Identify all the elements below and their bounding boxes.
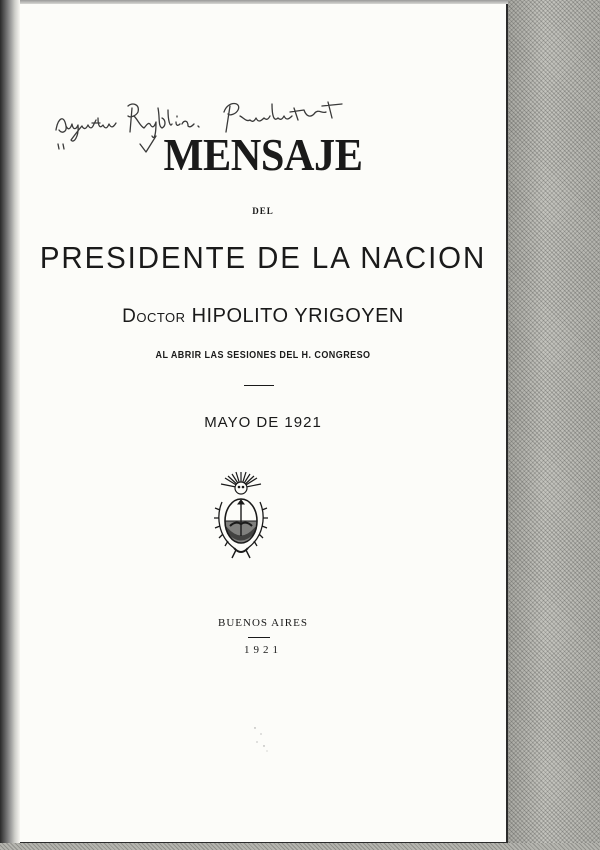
divider-rule-small xyxy=(248,637,270,638)
title-page xyxy=(20,4,508,844)
subtitle: PRESIDENTE DE LA NACION xyxy=(39,240,487,275)
coat-of-arms-icon xyxy=(196,466,286,566)
book-spine-edge xyxy=(0,0,20,850)
occasion-line: AL ABRIR LAS SESIONES DEL H. CONGRESO xyxy=(155,350,371,361)
publication-year: 1921 xyxy=(244,644,282,656)
title-connector: DEL xyxy=(252,206,274,216)
scanner-background-right xyxy=(508,0,600,850)
publication-place: BUENOS AIRES xyxy=(218,617,308,629)
author-line xyxy=(20,305,506,328)
date-line: MAYO DE 1921 xyxy=(204,414,322,431)
author-name: HIPOLITO YRIGOYEN xyxy=(191,305,404,327)
paper-speck-marks xyxy=(252,724,272,754)
author-prefix: Doctor xyxy=(122,306,186,327)
main-title: MENSAJE xyxy=(163,129,363,180)
divider-rule xyxy=(244,385,274,386)
scanner-background-bottom xyxy=(0,843,600,850)
